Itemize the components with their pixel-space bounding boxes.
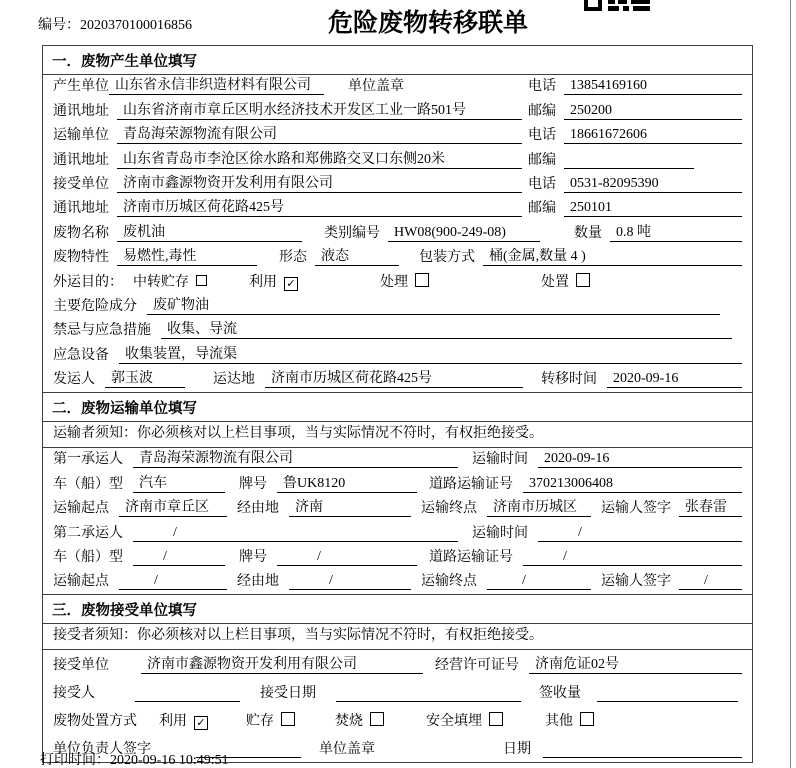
producer-zip-label: 邮编 bbox=[528, 103, 556, 119]
first-route-row bbox=[43, 497, 752, 521]
second-plate-label: 牌号 bbox=[239, 550, 267, 566]
disposal-utilize-checkbox: ✓ bbox=[194, 716, 208, 730]
producer-value: 山东省永信非织造材料有限公司 bbox=[109, 74, 324, 95]
treat-checkbox bbox=[415, 273, 429, 287]
producer-seal-label: 单位盖章 bbox=[348, 79, 404, 95]
emergency-equipment-value: 收集装置，导流渠 bbox=[119, 343, 742, 364]
producer-label: 产生单位 bbox=[53, 79, 109, 95]
print-time-value: 2020-09-16 10:49:51 bbox=[110, 753, 229, 768]
second-route-via-label: 经由地 bbox=[237, 574, 279, 590]
utilize-checkbox: ✓ bbox=[284, 277, 298, 291]
receiver-notice: 接受者须知：你必须核对以上栏目事项，当与实际情况不符时，有权拒绝接受。 bbox=[53, 628, 543, 644]
second-plate-value: / bbox=[277, 549, 417, 566]
first-carrier-sign-value: 张春雷 bbox=[679, 496, 742, 517]
waste-property-label: 废物特性 bbox=[53, 250, 109, 266]
purpose-option-utilize bbox=[249, 271, 298, 291]
receiving-unit-value: 济南市鑫源物资开发利用有限公司 bbox=[141, 653, 423, 674]
transporter-address-label: 通讯地址 bbox=[53, 152, 109, 168]
hazard-label: 主要危险成分 bbox=[53, 298, 137, 314]
second-route-end-value: / bbox=[487, 573, 591, 590]
receiver-address-value: 济南市历城区荷花路425号 bbox=[117, 196, 522, 217]
producer-row bbox=[43, 75, 752, 99]
emergency-equipment-label: 应急设备 bbox=[53, 347, 109, 363]
second-route-start-label: 运输起点 bbox=[53, 574, 109, 590]
final-date-value bbox=[543, 757, 742, 758]
destination-value: 济南市历城区荷花路425号 bbox=[265, 367, 523, 388]
first-route-end-label: 运输终点 bbox=[421, 501, 477, 517]
first-vehicle-value: 汽车 bbox=[133, 472, 225, 493]
disposal-option-other-label: 其他 bbox=[545, 714, 573, 730]
second-carrier-row bbox=[43, 521, 752, 545]
receiver-row bbox=[43, 173, 752, 197]
contraindication-row bbox=[43, 319, 752, 343]
purpose-option-dispose bbox=[541, 271, 590, 291]
purpose-option-transfer-storage bbox=[133, 271, 207, 291]
disposal-option-incinerate bbox=[335, 710, 384, 730]
producer-address-value: 山东省济南市章丘区明水经济技术开发区工业一路501号 bbox=[117, 99, 522, 120]
second-transport-time-value: / bbox=[538, 525, 742, 542]
receiving-unit-row bbox=[43, 650, 752, 678]
disposal-storage-checkbox bbox=[281, 712, 295, 726]
first-plate-value: 鲁UK8120 bbox=[277, 472, 417, 493]
second-vehicle-row bbox=[43, 546, 752, 570]
serial-row bbox=[38, 14, 192, 34]
first-route-end-value: 济南市历城区 bbox=[487, 496, 591, 517]
second-carrier-sign-value: / bbox=[679, 573, 742, 590]
consignor-value: 郭玉波 bbox=[105, 367, 185, 388]
first-route-via-value: 济南 bbox=[289, 496, 411, 517]
transporter-phone-label: 电话 bbox=[528, 128, 556, 144]
receiver-notice-row bbox=[43, 624, 752, 650]
receiver-address-label: 通讯地址 bbox=[53, 201, 109, 217]
transporter-row bbox=[43, 124, 752, 148]
first-carrier-row bbox=[43, 448, 752, 472]
receiver-phone-value: 0531-82095390 bbox=[564, 176, 742, 193]
transporter-address-value: 山东省青岛市李沧区徐水路和郑佛路交叉口东侧20米 bbox=[117, 148, 522, 169]
second-route-start-value: / bbox=[119, 573, 227, 590]
packing-label: 包装方式 bbox=[419, 250, 475, 266]
disposal-option-utilize-label: 利用 bbox=[159, 714, 187, 730]
waste-property-value: 易燃性,毒性 bbox=[117, 245, 257, 266]
waste-name-label: 废物名称 bbox=[53, 225, 109, 241]
contraindication-value: 收集、导流 bbox=[161, 318, 732, 339]
receiver-zip-value: 250101 bbox=[564, 200, 742, 217]
disposal-option-storage bbox=[246, 710, 295, 730]
first-route-start-label: 运输起点 bbox=[53, 501, 109, 517]
emergency-equipment-row bbox=[43, 343, 752, 367]
permit-value: 济南危证02号 bbox=[529, 653, 742, 674]
first-route-via-label: 经由地 bbox=[237, 501, 279, 517]
dispose-checkbox bbox=[576, 273, 590, 287]
section3-header: 三．废物接受单位填写 bbox=[43, 594, 752, 624]
waste-category-value: HW08(900-249-08) bbox=[388, 225, 540, 242]
destination-label: 运达地 bbox=[213, 372, 255, 388]
consignor-label: 发运人 bbox=[53, 372, 95, 388]
receiver-phone-label: 电话 bbox=[528, 176, 556, 192]
purpose-option-treat bbox=[380, 271, 429, 291]
first-carrier-label: 第一承运人 bbox=[53, 452, 123, 468]
disposal-option-landfill-label: 安全填埋 bbox=[426, 714, 482, 730]
first-transport-time-value: 2020-09-16 bbox=[538, 451, 742, 468]
purpose-option-treat-label: 处理 bbox=[380, 274, 408, 290]
hazard-row bbox=[43, 295, 752, 319]
responsible-signature-label: 单位负责人签字 bbox=[53, 742, 151, 758]
print-time-row bbox=[40, 749, 229, 768]
qr-code-fragment bbox=[584, 0, 650, 11]
waste-category-label: 类别编号 bbox=[324, 225, 380, 241]
receiving-unit-label: 接受单位 bbox=[53, 658, 109, 674]
waste-qty-label: 数量 bbox=[574, 225, 602, 241]
signed-qty-label: 签收量 bbox=[539, 686, 581, 702]
purpose-label: 外运目的： bbox=[53, 274, 123, 290]
purpose-option-dispose-label: 处置 bbox=[541, 274, 569, 290]
second-carrier-label: 第二承运人 bbox=[53, 525, 123, 541]
waste-qty-value: 0.8 吨 bbox=[610, 221, 742, 242]
receiver-value: 济南市鑫源物资开发利用有限公司 bbox=[117, 172, 522, 193]
transporter-notice: 运输者须知：你必须核对以上栏目事项，当与实际情况不符时，有权拒绝接受。 bbox=[53, 426, 543, 442]
acceptor-value bbox=[135, 701, 240, 702]
first-carrier-value: 青岛海荣源物流有限公司 bbox=[133, 447, 458, 468]
first-road-license-value: 370213006408 bbox=[523, 476, 742, 493]
transporter-address-row bbox=[43, 148, 752, 172]
disposal-option-storage-label: 贮存 bbox=[246, 714, 274, 730]
waste-property-row bbox=[43, 246, 752, 270]
producer-zip-value: 250200 bbox=[564, 103, 742, 120]
serial-number: 2020370100016856 bbox=[80, 18, 192, 33]
second-vehicle-label: 车（船）型 bbox=[53, 550, 123, 566]
accept-date-label: 接受日期 bbox=[260, 686, 316, 702]
disposal-method-label: 废物处置方式 bbox=[53, 714, 137, 730]
second-road-license-value: / bbox=[523, 549, 742, 566]
producer-address-label: 通讯地址 bbox=[53, 103, 109, 119]
first-road-license-label: 道路运输证号 bbox=[429, 476, 513, 492]
section1-header: 一．废物产生单位填写 bbox=[43, 46, 752, 75]
transfer-time-label: 转移时间 bbox=[541, 372, 597, 388]
disposal-option-other bbox=[545, 710, 594, 730]
disposal-option-incinerate-label: 焚烧 bbox=[335, 714, 363, 730]
purpose-row bbox=[43, 270, 752, 294]
page-right-border bbox=[790, 0, 791, 768]
disposal-incinerate-checkbox bbox=[370, 712, 384, 726]
waste-name-row bbox=[43, 221, 752, 245]
disposal-landfill-checkbox bbox=[489, 712, 503, 726]
first-plate-label: 牌号 bbox=[239, 476, 267, 492]
waste-form-value: 液态 bbox=[315, 245, 399, 266]
second-route-via-value: / bbox=[289, 573, 411, 590]
acceptor-label: 接受人 bbox=[53, 686, 95, 702]
second-vehicle-value: / bbox=[133, 549, 225, 566]
purpose-option-utilize-label: 利用 bbox=[249, 274, 277, 290]
form-table bbox=[42, 45, 753, 763]
transporter-zip-label: 邮编 bbox=[528, 152, 556, 168]
consignor-row bbox=[43, 368, 752, 392]
print-time-label: 打印时间： bbox=[40, 753, 110, 768]
second-route-row bbox=[43, 570, 752, 594]
second-carrier-sign-label: 运输人签字 bbox=[601, 574, 671, 590]
acceptor-row bbox=[43, 678, 752, 706]
transporter-notice-row bbox=[43, 422, 752, 448]
packing-value: 桶(金属,数量 4 ) bbox=[483, 245, 742, 266]
section2-header: 二．废物运输单位填写 bbox=[43, 392, 752, 422]
second-transport-time-label: 运输时间 bbox=[472, 525, 528, 541]
disposal-option-landfill bbox=[426, 710, 503, 730]
disposal-option-utilize bbox=[159, 710, 208, 730]
first-carrier-sign-label: 运输人签字 bbox=[601, 501, 671, 517]
serial-label: 编号： bbox=[38, 18, 80, 33]
second-route-end-label: 运输终点 bbox=[421, 574, 477, 590]
second-road-license-label: 道路运输证号 bbox=[429, 550, 513, 566]
transporter-phone-value: 18661672606 bbox=[564, 127, 742, 144]
receiver-address-row bbox=[43, 197, 752, 221]
first-transport-time-label: 运输时间 bbox=[472, 452, 528, 468]
final-date-label: 日期 bbox=[503, 742, 531, 758]
waste-form-label: 形态 bbox=[279, 250, 307, 266]
waste-name-value: 废机油 bbox=[117, 221, 302, 242]
purpose-option-transfer-storage-label: 中转贮存 bbox=[133, 274, 189, 290]
accept-date-value bbox=[336, 701, 521, 702]
transporter-label: 运输单位 bbox=[53, 128, 109, 144]
receiver-zip-label: 邮编 bbox=[528, 201, 556, 217]
transfer-storage-checkbox bbox=[196, 275, 207, 286]
first-vehicle-row bbox=[43, 472, 752, 496]
receiver-label: 接受单位 bbox=[53, 176, 109, 192]
producer-address-row bbox=[43, 99, 752, 123]
disposal-other-checkbox bbox=[580, 712, 594, 726]
first-route-start-value: 济南市章丘区 bbox=[119, 496, 227, 517]
disposal-method-row bbox=[43, 706, 752, 734]
signed-qty-value bbox=[597, 701, 738, 702]
contraindication-label: 禁忌与应急措施 bbox=[53, 323, 151, 339]
unit-seal-label: 单位盖章 bbox=[319, 742, 375, 758]
producer-phone-label: 电话 bbox=[528, 79, 556, 95]
transfer-time-value: 2020-09-16 bbox=[607, 371, 742, 388]
first-vehicle-label: 车（船）型 bbox=[53, 476, 123, 492]
form-title: 危险废物转移联单 bbox=[328, 10, 529, 37]
permit-label: 经营许可证号 bbox=[435, 658, 519, 674]
transporter-value: 青岛海荣源物流有限公司 bbox=[117, 123, 522, 144]
producer-phone-value: 13854169160 bbox=[564, 78, 742, 95]
second-carrier-value: / bbox=[133, 525, 458, 542]
transporter-zip-value bbox=[564, 168, 694, 169]
hazard-value: 废矿物油 bbox=[147, 294, 720, 315]
